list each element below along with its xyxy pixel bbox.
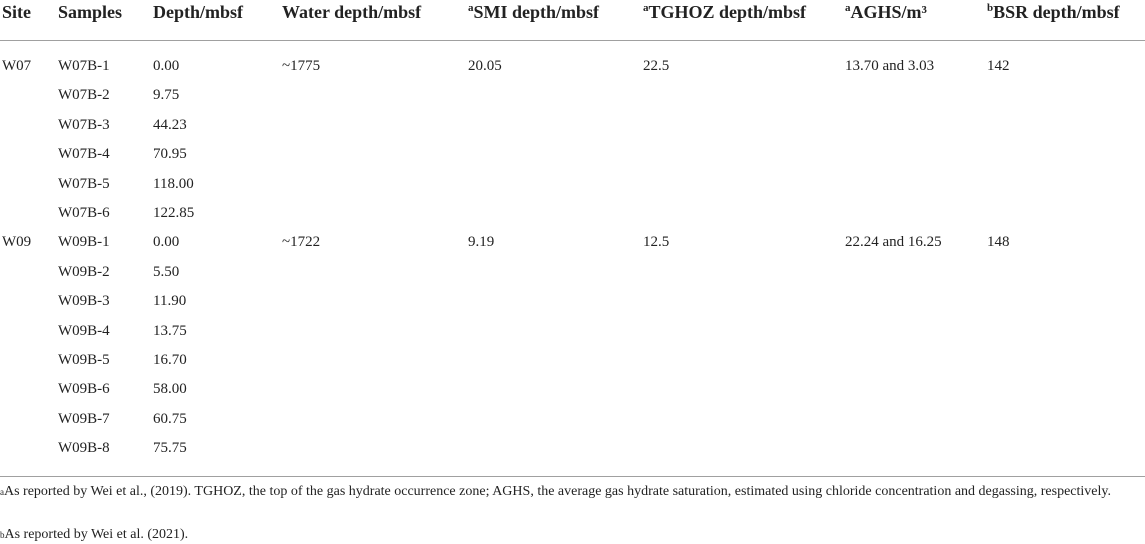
cell-depth: 13.75 [153,323,187,339]
cell-bsr: 148 [987,234,1010,250]
cell-sample: W07B-2 [58,87,110,103]
cell-depth: 16.70 [153,352,187,368]
cell-depth: 122.85 [153,205,195,221]
cell-water: ~1775 [282,58,321,74]
header-bsr-depth: $^b$BSR depth/mbsf [987,2,1120,22]
cell-sample: W07B-4 [58,146,110,162]
cell-smi: 20.05 [468,58,502,74]
cell-sample: W09B-5 [58,352,110,368]
cell-depth: 5.50 [153,264,180,280]
cell-tghoz: 12.5 [643,234,670,250]
cell-site: W09 [2,234,32,250]
cell-depth: 9.75 [153,87,180,103]
header-smi-depth: $^a$SMI depth/mbsf [468,2,600,22]
header-water-depth: Water depth/mbsf [282,2,422,22]
header-depth: Depth/mbsf [153,2,244,22]
table-bottom-rule [0,476,1145,477]
header-samples: Samples [58,2,123,22]
cell-tghoz: 22.5 [643,58,670,74]
cell-sample: W07B-5 [58,176,110,192]
footnote-a: $^a$As reported by Wei et al., (2019). TGHOZ, the top of the gas hydrate occurrence zone; AGHS, the average gas hydrate saturation, estimated using chloride concentration and degassing, respectively. [0,484,1111,499]
cell-sample: W09B-4 [58,323,110,339]
cell-depth: 58.00 [153,381,187,397]
cell-depth: 0.00 [153,58,180,74]
table-header [0,0,1145,41]
cell-depth: 0.00 [153,234,180,250]
cell-depth: 44.23 [153,117,187,133]
cell-sample: W09B-8 [58,440,110,456]
footnote-b: $^b$As reported by Wei et al. (2021). [0,527,189,542]
cell-depth: 118.00 [153,176,194,192]
cell-sample: W09B-6 [58,381,110,397]
header-tghoz-depth: $^a$TGHOZ depth/mbsf [643,2,807,22]
cell-site: W07 [2,58,32,74]
cell-bsr: 142 [987,58,1010,74]
cell-depth: 70.95 [153,146,187,162]
cell-sample: W09B-2 [58,264,110,280]
cell-sample: W09B-3 [58,293,110,309]
cell-depth: 60.75 [153,411,187,427]
cell-depth: 11.90 [153,293,187,309]
cell-water: ~1722 [282,234,321,250]
header-aghs: $^a$AGHS/m³ [845,2,927,22]
cell-sample: W09B-7 [58,411,110,427]
cell-smi: 9.19 [468,234,495,250]
header-site: Site [2,2,31,22]
cell-aghs: 13.70 and 3.03 [845,58,935,74]
cell-sample: W07B-3 [58,117,110,133]
cell-depth: 75.75 [153,440,187,456]
cell-aghs: 22.24 and 16.25 [845,234,942,250]
cell-sample: W07B-1 [58,58,110,74]
cell-sample: W07B-6 [58,205,110,221]
cell-sample: W09B-1 [58,234,110,250]
